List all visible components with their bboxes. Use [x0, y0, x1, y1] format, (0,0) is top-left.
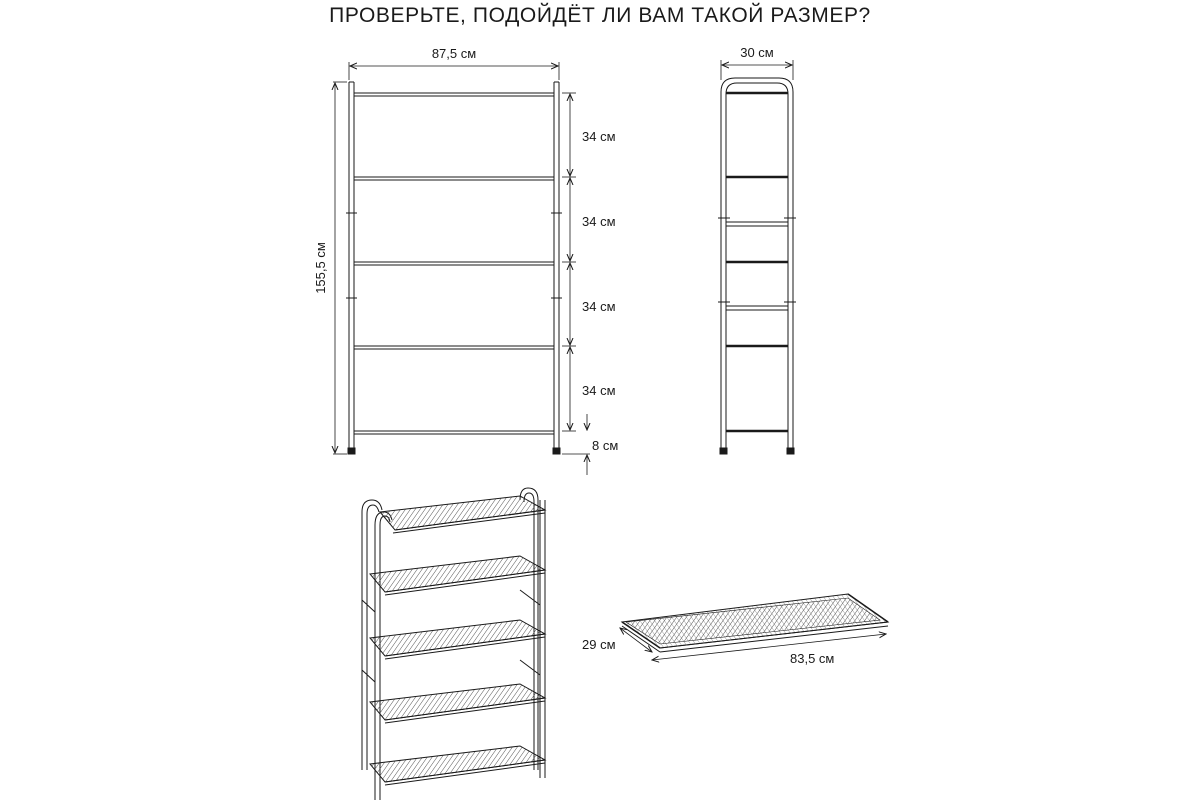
front-height-dimension [333, 82, 347, 454]
side-depth-label: 30 см [740, 45, 774, 60]
perspective-view [362, 488, 545, 800]
front-left-post [348, 82, 355, 454]
page-title: ПРОВЕРЬТЕ, ПОДОЙДЁТ ЛИ ВАМ ТАКОЙ РАЗМЕР? [329, 4, 871, 27]
shelf-depth-label: 29 см [582, 637, 616, 652]
front-shelf-4 [354, 346, 554, 349]
perspective-shelf-5 [370, 746, 545, 785]
shelf-panel [620, 594, 888, 660]
front-width-dimension [349, 62, 559, 80]
front-shelf-gap-label-2: 34 см [582, 214, 616, 229]
front-height-label: 155,5 см [313, 242, 328, 294]
front-right-post [553, 82, 560, 454]
side-frame [720, 78, 794, 454]
front-shelf-gap-label-4: 34 см [582, 383, 616, 398]
perspective-shelf-1 [380, 496, 545, 533]
side-depth-dimension [721, 60, 793, 80]
perspective-shelf-2 [370, 556, 545, 595]
front-shelf-2 [354, 177, 554, 180]
perspective-shelf-3 [370, 620, 545, 659]
front-width-label: 87,5 см [431, 46, 477, 61]
front-shelf-gap-label-1: 34 см [582, 129, 616, 144]
front-shelf-gap-dimensions [562, 93, 590, 475]
shelf-length-label: 83,5 см [790, 651, 835, 666]
front-shelf-gap-label-3: 34 см [582, 299, 616, 314]
side-view [718, 60, 796, 454]
perspective-shelf-4 [370, 684, 545, 723]
front-shelf-5 [354, 431, 554, 434]
side-shelves [718, 93, 796, 431]
front-shelf-1 [354, 93, 554, 96]
front-shelf-3 [354, 262, 554, 265]
front-bottom-gap-label: 8 см [592, 438, 619, 453]
front-post-joints [346, 213, 562, 298]
front-view [333, 62, 590, 475]
